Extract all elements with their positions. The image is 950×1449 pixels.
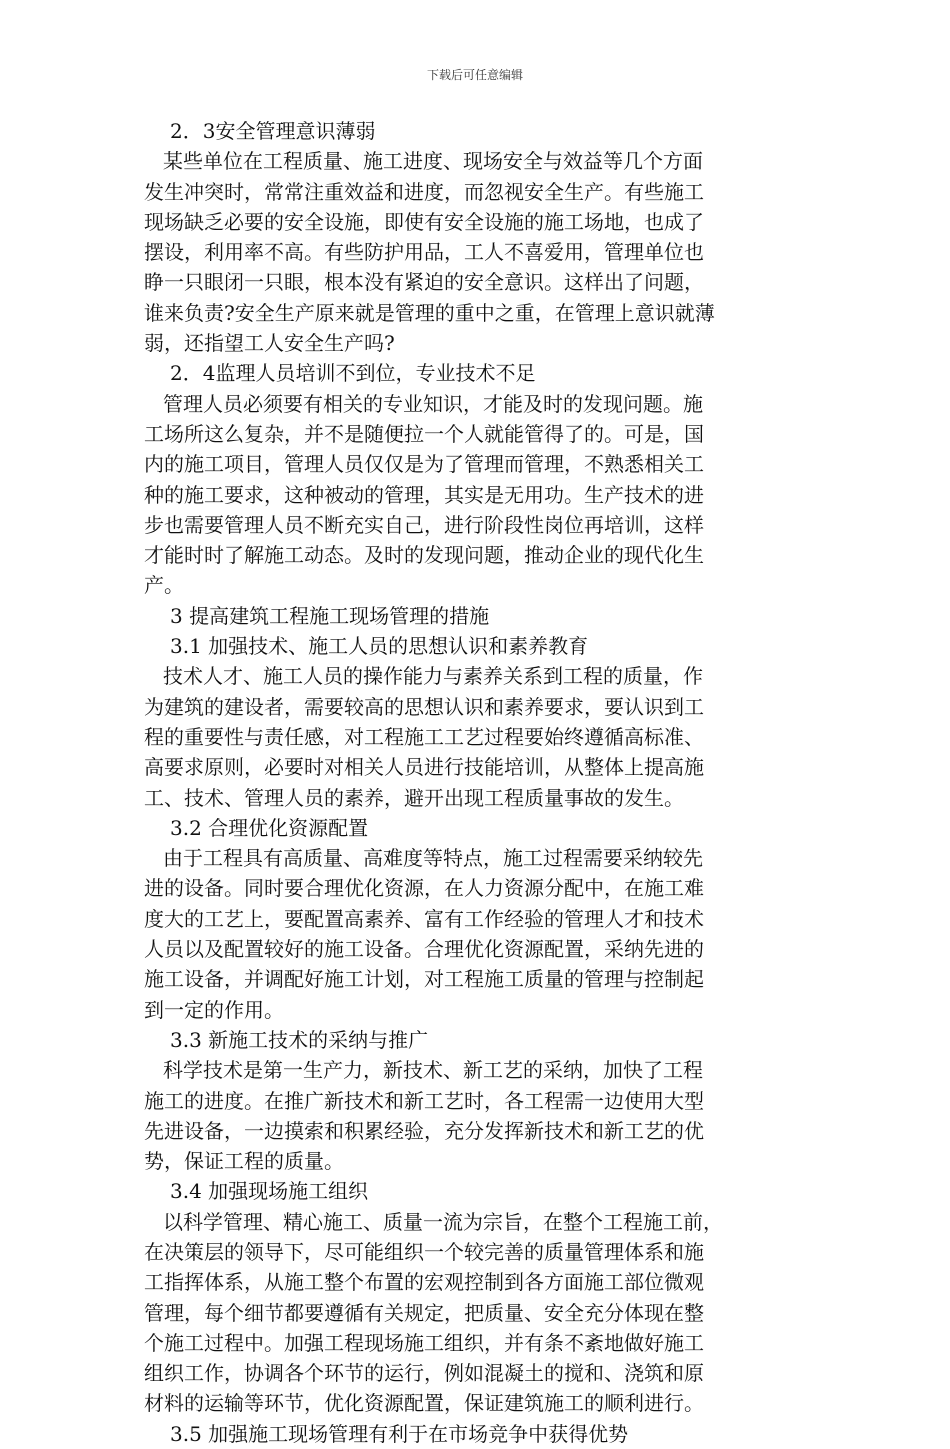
- paragraph-line: 弱，还指望工人安全生产吗?: [144, 331, 395, 356]
- paragraph-line: 管理人员必须要有相关的专业知识，才能及时的发现问题。施: [163, 391, 703, 416]
- paragraph-line: 步也需要管理人员不断充实自己，进行阶段性岗位再培训，这样: [144, 512, 704, 537]
- paragraph-line: 势，保证工程的质量。: [144, 1149, 344, 1174]
- paragraph-line: 发生冲突时，常常注重效益和进度，而忽视安全生产。有些施工: [144, 179, 704, 204]
- paragraph-line: 工指挥体系，从施工整个布置的宏观控制到各方面施工部位微观: [144, 1270, 704, 1295]
- paragraph-line: 进的设备。同时要合理优化资源，在人力资源分配中，在施工难: [144, 876, 704, 901]
- paragraph-line: 个施工过程中。加强工程现场施工组织，并有条不紊地做好施工: [144, 1330, 704, 1355]
- paragraph-line: 到一定的作用。: [144, 997, 284, 1022]
- paragraph-line: 科学技术是第一生产力，新技术、新工艺的采纳，加快了工程: [163, 1058, 703, 1083]
- paragraph-line: 管理，每个细节都要遵循有关规定，把质量、安全充分体现在整: [144, 1300, 704, 1325]
- paragraph-line: 某些单位在工程质量、施工进度、现场安全与效益等几个方面: [163, 149, 703, 174]
- document-body: [144, 116, 784, 1449]
- paragraph-line: 睁一只眼闭一只眼，根本没有紧迫的安全意识。这样出了问题，: [144, 270, 704, 295]
- paragraph-line: 工场所这么复杂，并不是随便拉一个人就能管得了的。可是，国: [144, 421, 704, 446]
- section-heading: 3.5 加强施工现场管理有利于在市场竞争中获得优势: [170, 1421, 629, 1446]
- page-header: 下载后可任意编辑: [426, 68, 523, 82]
- paragraph-line: 度大的工艺上，要配置高素养、富有工作经验的管理人才和技术: [144, 906, 704, 931]
- paragraph-line: 种的施工要求，这种被动的管理，其实是无用功。生产技术的进: [144, 482, 704, 507]
- paragraph-line: 工、技术、管理人员的素养，避开出现工程质量事故的发生。: [144, 785, 684, 810]
- section-heading: 3 提高建筑工程施工现场管理的措施: [170, 603, 490, 628]
- paragraph-line: 摆设，利用率不高。有些防护用品，工人不喜爱用，管理单位也: [144, 240, 704, 265]
- paragraph-line: 以科学管理、精心施工、质量一流为宗旨，在整个工程施工前，: [163, 1209, 723, 1234]
- paragraph-line: 在决策层的领导下，尽可能组织一个较完善的质量管理体系和施: [144, 1239, 704, 1264]
- paragraph-line: 高要求原则，必要时对相关人员进行技能培训，从整体上提高施: [144, 755, 704, 780]
- section-heading: 3.2 合理优化资源配置: [170, 815, 369, 840]
- paragraph-line: 谁来负责?安全生产原来就是管理的重中之重，在管理上意识就薄: [144, 300, 715, 325]
- section-heading: 3.1 加强技术、施工人员的思想认识和素养教育: [170, 634, 589, 659]
- paragraph-line: 现场缺乏必要的安全设施，即使有安全设施的施工场地，也成了: [144, 209, 704, 234]
- paragraph-line: 人员以及配置较好的施工设备。合理优化资源配置，采纳先进的: [144, 937, 704, 962]
- section-heading: 3.3 新施工技术的采纳与推广: [170, 1027, 429, 1052]
- paragraph-line: 施工设备，并调配好施工计划，对工程施工质量的管理与控制起: [144, 967, 704, 992]
- paragraph-line: 程的重要性与责任感，对工程施工工艺过程要始终遵循高标准、: [144, 724, 704, 749]
- paragraph-line: 内的施工项目，管理人员仅仅是为了管理而管理，不熟悉相关工: [144, 452, 704, 477]
- paragraph-line: 才能时时了解施工动态。及时的发现问题，推动企业的现代化生: [144, 543, 704, 568]
- section-heading: 2．4监理人员培训不到位，专业技术不足: [170, 361, 536, 386]
- section-heading: 2．3安全管理意识薄弱: [170, 119, 376, 143]
- paragraph-line: 先进设备，一边摸索和积累经验，充分发挥新技术和新工艺的优: [144, 1118, 704, 1143]
- paragraph-line: 技术人才、施工人员的操作能力与素养关系到工程的质量，作: [163, 664, 703, 689]
- section-heading: 3.4 加强现场施工组织: [170, 1179, 369, 1204]
- paragraph-line: 产。: [144, 573, 184, 598]
- paragraph-line: 组织工作，协调各个环节的运行，例如混凝土的搅和、浇筑和原: [144, 1361, 704, 1386]
- paragraph-line: 施工的进度。在推广新技术和新工艺时，各工程需一边使用大型: [144, 1088, 704, 1113]
- paragraph-line: 材料的运输等环节，优化资源配置，保证建筑施工的顺利进行。: [144, 1391, 704, 1416]
- paragraph-line: 为建筑的建设者，需要较高的思想认识和素养要求，要认识到工: [144, 694, 704, 719]
- paragraph-line: 由于工程具有高质量、高难度等特点，施工过程需要采纳较先: [163, 846, 703, 871]
